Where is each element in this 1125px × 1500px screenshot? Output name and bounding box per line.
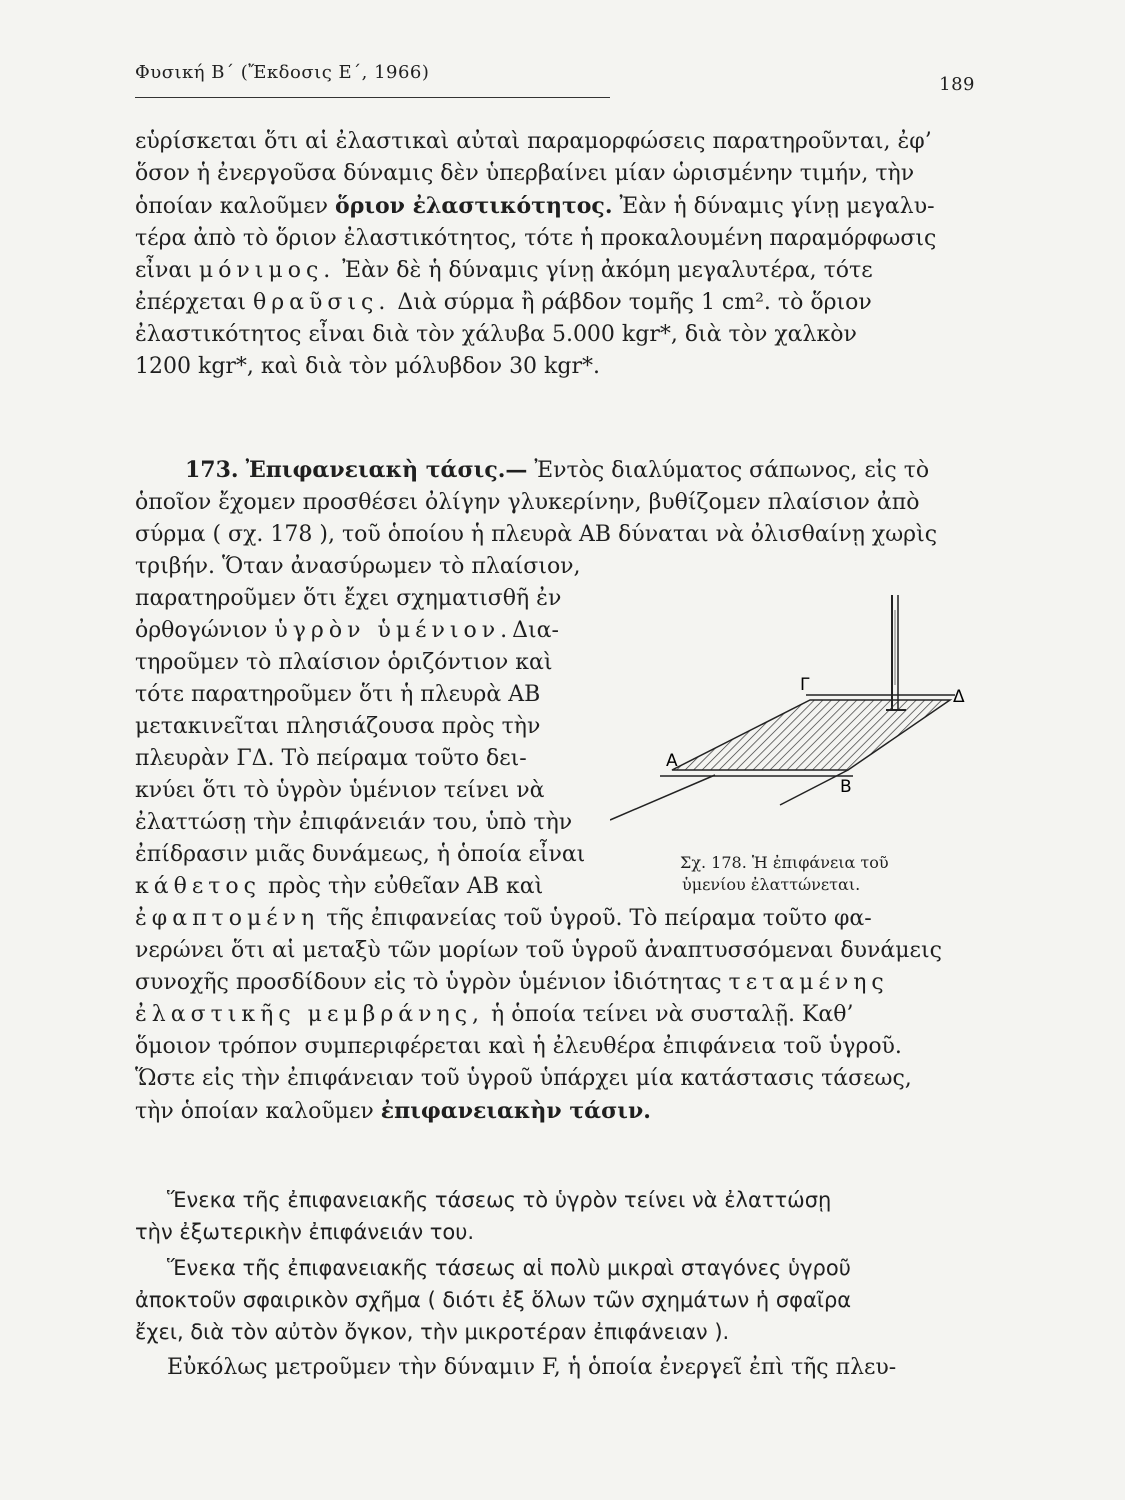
text-line: εἶναι μόνιμος. Ἐὰν δὲ ἡ δύναμις γίνῃ ἀκόμη μεγαλυτέρα, τότε xyxy=(135,258,873,283)
text-line: Ἕνεκα τῆς ἐπιφανειακῆς τάσεως αἱ πολὺ μικραὶ σταγόνες ὑγροῦ xyxy=(167,1256,851,1280)
term-perpendicular: κάθετος xyxy=(135,874,261,899)
text-line: ἐπίδρασιν μιᾶς δυνάμεως, ἡ ὁποία εἶναι xyxy=(135,842,586,867)
text-line: τὴν ἐξωτερικὴν ἐπιφάνειάν του. xyxy=(135,1220,475,1244)
text-line: ἐλαστικότητος εἶναι διὰ τὸν χάλυβα 5.000 kgr*, διὰ τὸν χαλκὸν xyxy=(135,322,857,347)
text-line: ἐφαπτομένη τῆς ἐπιφανείας τοῦ ὑγροῦ. Τὸ πείραμα τοῦτο φα- xyxy=(135,906,872,931)
text-line: πλευρὰν ΓΔ. Τὸ πείραμα τοῦτο δει- xyxy=(135,746,527,771)
text-line: ὁποῖον ἔχομεν προσθέσει ὀλίγην γλυκερίνην, βυθίζομεν πλαίσιον ἀπὸ xyxy=(135,490,920,515)
text-line: ὅσον ἡ ἐνεργοῦσα δύναμις δὲν ὑπερβαίνει μίαν ὡρισμένην τιμήν, τὴν xyxy=(135,161,915,186)
text-line: ἔχει, διὰ τὸν αὐτὸν ὄγκον, τὴν μικροτέραν ἐπιφάνειαν ). xyxy=(135,1320,730,1344)
running-header xyxy=(135,62,975,95)
paragraph-force-F xyxy=(135,1352,973,1384)
text-line: ἐλαττώσῃ τὴν ἐπιφάνειάν του, ὑπὸ τὴν xyxy=(135,810,573,835)
section-heading-line: 173. Ἐπιφανειακὴ τάσις.— Ἐντὸς διαλύματος σάπωνος, εἰς τὸ xyxy=(185,457,930,483)
text-line: νερώνει ὅτι αἱ μεταξὺ τῶν μορίων τοῦ ὑγροῦ ἀναπτυσσόμεναι δυνάμεις xyxy=(135,938,942,963)
running-title: Φυσική Β΄ (Ἔκδοσις Ε΄, 1966) xyxy=(135,62,430,83)
text-line: ὀρθογώνιον ὑγρὸν ὑμένιον.Δια- xyxy=(135,618,559,643)
term-liquid-film: ὑγρὸν ὑμένιον. xyxy=(274,618,513,643)
text-line: τηροῦμεν τὸ πλαίσιον ὁριζόντιον καὶ xyxy=(135,650,553,675)
figure-178 xyxy=(610,590,1010,830)
label-beta: Β xyxy=(840,777,852,797)
caption-line: Σχ. 178. Ἡ ἐπιφάνεια τοῦ xyxy=(680,853,889,872)
text-line: τὴν ὁποίαν καλοῦμεν ἐπιφανειακὴν τάσιν. xyxy=(135,1098,651,1124)
caption-line: ὑμενίου ἐλαττώνεται. xyxy=(682,875,861,894)
text-line: τέρα ἀπὸ τὸ ὅριον ἐλαστικότητος, τότε ἡ προκαλουμένη παραμόρφωσις xyxy=(135,226,937,251)
text-line: Ὥστε εἰς τὴν ἐπιφάνειαν τοῦ ὑγροῦ ὑπάρχει μία κατάστασις τάσεως, xyxy=(135,1066,912,1091)
text-line: συνοχῆς προσδίδουν εἰς τὸ ὑγρὸν ὑμένιον ἰδιότητας τεταμένης xyxy=(135,970,889,995)
text-line: κνύει ὅτι τὸ ὑγρὸν ὑμένιον τείνει νὰ xyxy=(135,778,545,803)
text-line: 1200 kgr*, καὶ διὰ τὸν μόλυβδον 30 kgr*. xyxy=(135,354,600,379)
label-delta: Δ xyxy=(953,687,965,707)
text-line: κάθετος πρὸς τὴν εὐθεῖαν ΑΒ καὶ xyxy=(135,874,544,899)
figure-caption xyxy=(680,852,940,896)
header-rule xyxy=(135,97,610,98)
paragraph-surface-reduce xyxy=(135,1184,973,1248)
paragraph-elastic-limit xyxy=(135,126,973,383)
text-line: ἀποκτοῦν σφαιρικὸν σχῆμα ( διότι ἐξ ὅλων τῶν σχημάτων ἡ σφαῖρα xyxy=(135,1288,852,1312)
section-title: Ἐπιφανειακὴ τάσις.— xyxy=(245,457,528,483)
text-line: Εὐκόλως μετροῦμεν τὴν δύναμιν F, ἡ ὁποία ἐνεργεῖ ἐπὶ τῆς πλευ- xyxy=(167,1355,897,1380)
text-line: ὅμοιον τρόπον συμπεριφέρεται καὶ ἡ ἐλευθέρα ἐπιφάνεια τοῦ ὑγροῦ. xyxy=(135,1034,902,1059)
text-line: μετακινεῖται πλησιάζουσα πρὸς τὴν xyxy=(135,714,541,739)
wire-rod xyxy=(892,595,898,710)
page-number: 189 xyxy=(939,74,975,95)
term-permanent: μόνιμος. xyxy=(198,258,336,283)
text-line: σύρμα ( σχ. 178 ), τοῦ ὁποίου ἡ πλευρὰ ΑΒ δύναται νὰ ὀλισθαίνῃ χωρὶς xyxy=(135,522,938,547)
soap-film-frame-diagram xyxy=(610,590,1010,830)
term-elastic-limit: ὅριον ἐλαστικότητος. xyxy=(335,193,613,219)
label-alpha: Α xyxy=(666,751,678,771)
term-fracture: θραῦσις. xyxy=(252,290,391,315)
label-gamma: Γ xyxy=(800,675,810,695)
text-line: τότε παρατηροῦμεν ὅτι ἡ πλευρὰ ΑΒ xyxy=(135,682,541,707)
text-line: παρατηροῦμεν ὅτι ἔχει σχηματισθῆ ἐν xyxy=(135,586,562,611)
term-stretched: τεταμένης xyxy=(728,970,889,995)
text-line: τριβήν. Ὅταν ἀνασύρωμεν τὸ πλαίσιον, xyxy=(135,554,581,579)
term-surface-tension: ἐπιφανειακὴν τάσιν. xyxy=(380,1098,651,1124)
paragraph-droplets xyxy=(135,1252,973,1348)
text-line: ἐπέρχεται θραῦσις. Διὰ σύρμα ἢ ράβδον τομῆς 1 cm². τὸ ὅριον xyxy=(135,290,872,315)
term-elastic-membrane: ἐλαστικῆς μεμβράνης, xyxy=(135,1002,485,1027)
text-line: ὁποίαν καλοῦμεν ὅριον ἐλαστικότητος. Ἐὰν ἡ δύναμις γίνῃ μεγαλυ- xyxy=(135,193,935,219)
section-number: 173. xyxy=(185,457,239,483)
text-line: ἐλαστικῆς μεμβράνης, ἡ ὁποία τείνει νὰ συσταλῇ. Καθ’ xyxy=(135,1002,854,1027)
term-tangent: ἐφαπτομένη xyxy=(135,906,320,931)
liquid-film xyxy=(672,700,950,770)
text-line: εὑρίσκεται ὅτι αἱ ἐλαστικαὶ αὐταὶ παραμορφώσεις παρατηροῦνται, ἐφ’ xyxy=(135,129,932,154)
text-line: Ἕνεκα τῆς ἐπιφανειακῆς τάσεως τὸ ὑγρὸν τείνει νὰ ἐλαττώσῃ xyxy=(167,1188,832,1212)
